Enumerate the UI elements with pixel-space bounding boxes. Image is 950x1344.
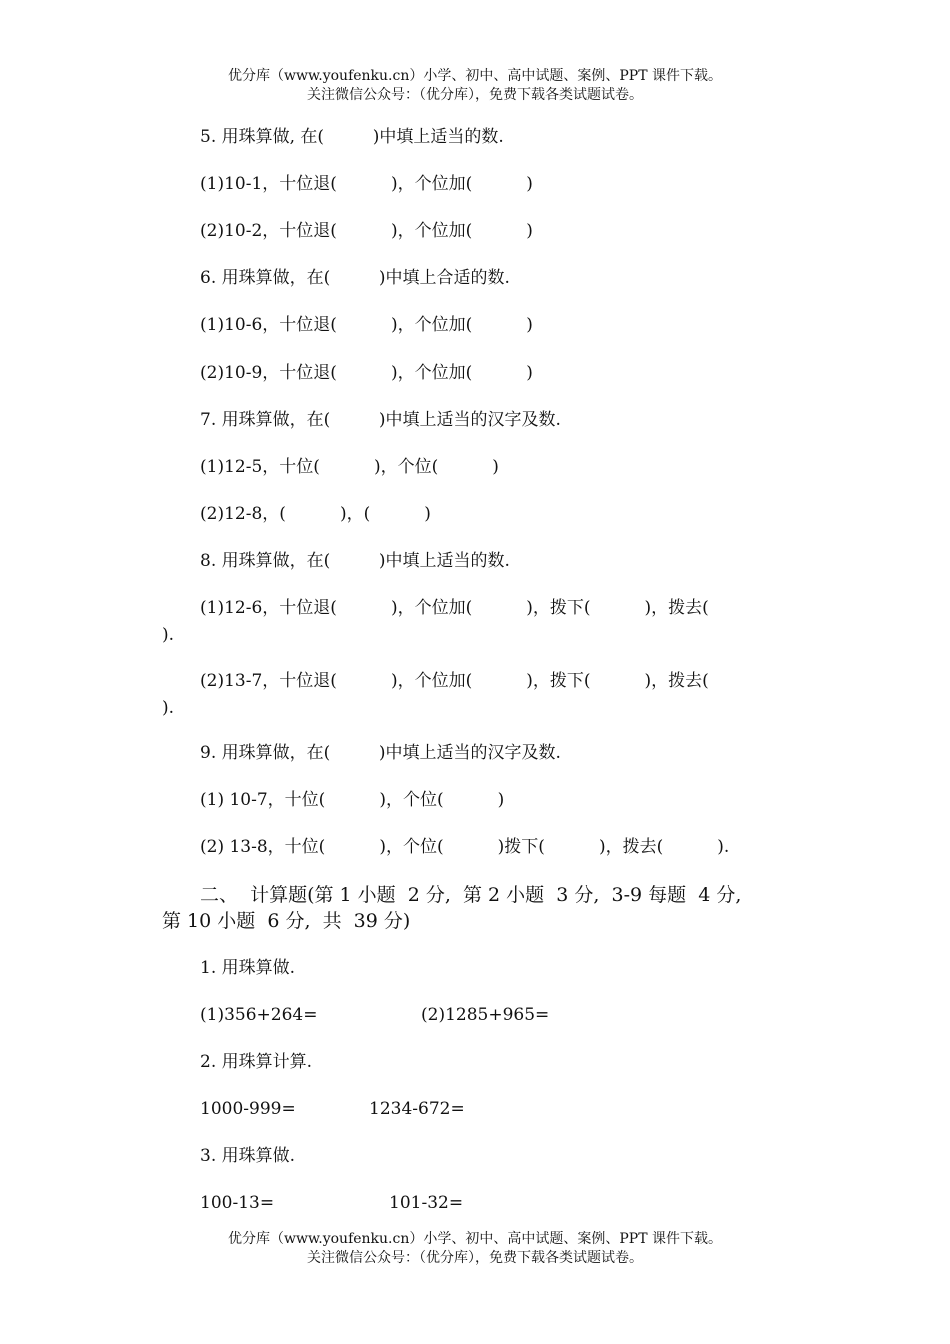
- question-5-part-1: (1)10-1，十位退( )，个位加( ): [200, 174, 533, 194]
- question-8-part-2: (2)13-7，十位退( )，个位加( )，拨下( )，拨去(: [200, 671, 709, 691]
- question-7-part-2: (2)12-8，( )，( ): [200, 504, 431, 524]
- question-6-part-2: (2)10-9，十位退( )，个位加( ): [200, 363, 533, 383]
- question-7-stem: 7. 用珠算做，在( )中填上适当的汉字及数.: [200, 410, 561, 430]
- calc-2-stem: 2. 用珠算计算.: [200, 1052, 313, 1072]
- question-5-stem: 5. 用珠算做, 在( )中填上适当的数.: [200, 127, 504, 147]
- question-6-part-1: (1)10-6，十位退( )，个位加( ): [200, 315, 533, 335]
- question-6-stem: 6. 用珠算做，在( )中填上合适的数.: [200, 268, 510, 288]
- footer-line-1: 优分库（www.youfenku.cn）小学、初中、高中试题、案例、PPT 课件下载。: [227, 1231, 722, 1247]
- calc-1-problem-a: (1)356+264=: [200, 1005, 318, 1025]
- footer-line-2: 关注微信公众号：（优分库），免费下载各类试题试卷。: [307, 1250, 643, 1266]
- calc-2-problem-b: 1234-672=: [369, 1099, 465, 1119]
- calc-3-stem: 3. 用珠算做.: [200, 1146, 296, 1166]
- calc-3-problem-a: 100-13=: [200, 1193, 275, 1213]
- question-5-part-2: (2)10-2，十位退( )，个位加( ): [200, 221, 533, 241]
- question-8-stem: 8. 用珠算做，在( )中填上适当的数.: [200, 551, 510, 571]
- calc-1-problem-b: (2)1285+965=: [421, 1005, 550, 1025]
- question-8-part-2-continued: ).: [162, 698, 175, 718]
- section-2-title-line-2: 第 10 小题 6 分, 共 39 分): [162, 910, 411, 932]
- calc-1-stem: 1. 用珠算做.: [200, 958, 296, 978]
- question-8-part-1-continued: ).: [162, 625, 175, 645]
- calc-3-problem-b: 101-32=: [389, 1193, 464, 1213]
- question-9-stem: 9. 用珠算做，在( )中填上适当的汉字及数.: [200, 743, 561, 763]
- calc-2-problem-a: 1000-999=: [200, 1099, 296, 1119]
- question-7-part-1: (1)12-5，十位( )，个位( ): [200, 457, 499, 477]
- section-2-title-line-1: 二、 计算题(第 1 小题 2 分, 第 2 小题 3 分, 3-9 每题 4 分,: [200, 884, 742, 906]
- header-line-2: 关注微信公众号：（优分库），免费下载各类试题试卷。: [307, 87, 643, 103]
- question-9-part-1: (1) 10-7，十位( )，个位( ): [200, 790, 505, 810]
- header-line-1: 优分库（www.youfenku.cn）小学、初中、高中试题、案例、PPT 课件下载。: [227, 68, 722, 84]
- question-8-part-1: (1)12-6，十位退( )，个位加( )，拨下( )，拨去(: [200, 598, 709, 618]
- question-9-part-2: (2) 13-8，十位( )，个位( )拨下( )，拨去( ).: [200, 837, 730, 857]
